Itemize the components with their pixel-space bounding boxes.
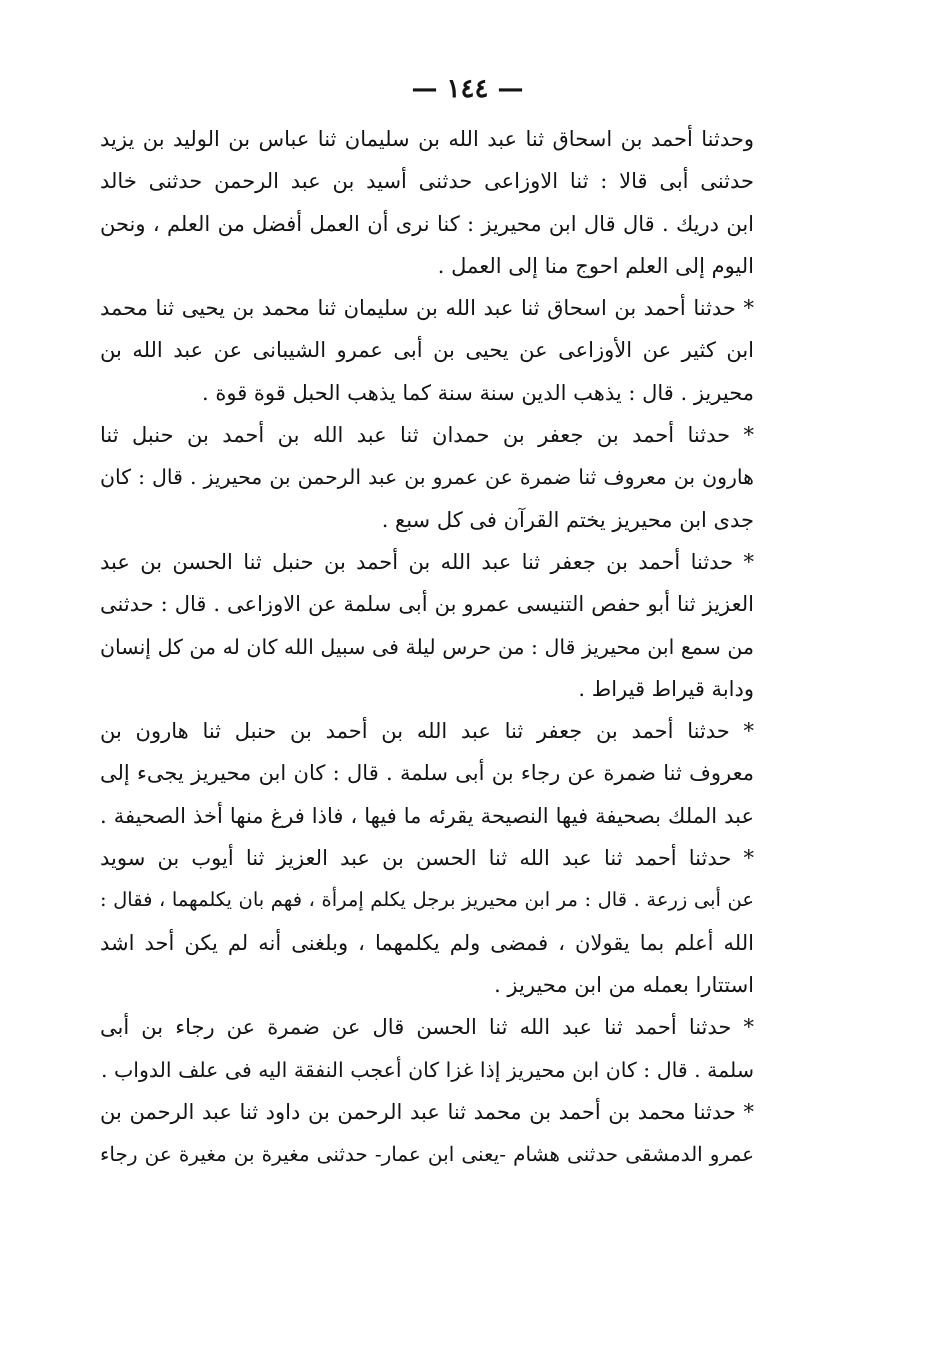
text-line: محيريز . قال : يذهب الدين سنة سنة كما يذهب الحبل قوة قوة . [202,380,754,405]
text-line: * حدثنا أحمد بن جعفر ثنا عبد الله بن أحمد بن حنبل ثنا هارون بن [100,719,754,744]
text-line: استتارا بعمله من ابن محيريز . [494,972,754,997]
text-line: عبد الملك بصحيفة فيها النصيحة يقرئه ما فيها ، فاذا فرغ منها أخذ الصحيفة . [100,803,754,828]
text-line: عن أبى زرعة . قال : مر ابن محيريز برجل يكلم إمرأة ، فهم بان يكلمهما ، فقال : [100,888,754,912]
text-line: عمرو الدمشقى حدثنى هشام -يعنى ابن عمار- حدثنى مغيرة بن مغيرة عن رجاء [100,1142,754,1167]
text-line: * حدثنا أحمد ثنا عبد الله ثنا الحسن بن عبد العزيز ثنا أيوب بن سويد [100,846,754,871]
text-line: اليوم إلى العلم احوج منا إلى العمل . [437,253,754,278]
text-line: ودابة قيراط قيراط . [578,676,754,701]
text-line: سلمة . قال : كان ابن محيريز إذا غزا كان أعجب النفقة اليه فى علف الدواب . [100,1057,754,1082]
text-line: * حدثنا أحمد بن اسحاق ثنا عبد الله بن سليمان ثنا محمد بن يحيى ثنا محمد [100,296,754,321]
text-line: العزيز ثنا أبو حفص التنيسى عمرو بن أبى سلمة عن الاوزاعى . قال : حدثنى [100,592,754,617]
text-line: ابن دريك . قال قال ابن محيريز : كنا نرى أن العمل أفضل من العلم ، ونحن [100,211,754,236]
body-text [100,118,754,1175]
text-line: هارون بن معروف ثنا ضمرة عن عمرو بن عبد الرحمن بن محيريز . قال : كان [100,465,754,490]
text-line: وحدثنا أحمد بن اسحاق ثنا عبد الله بن سليمان ثنا عباس بن الوليد بن يزيد [100,127,754,151]
text-line: * حدثنا أحمد بن جعفر ثنا عبد الله بن أحمد بن حنبل ثنا الحسن بن عبد [100,549,754,574]
text-line: * حدثنا محمد بن أحمد بن محمد ثنا عبد الرحمن بن داود ثنا عبد الرحمن بن [100,1099,754,1124]
text-line: الله أعلم بما يقولان ، فمضى ولم يكلمهما ، وبلغنى أنه لم يكن أحد اشد [100,930,754,955]
text-line: جدى ابن محيريز يختم القرآن فى كل سبع . [381,507,754,532]
text-line: * حدثنا أحمد بن جعفر بن حمدان ثنا عبد الله بن أحمد بن حنبل ثنا [100,423,754,448]
text-line: معروف ثنا ضمرة عن رجاء بن أبى سلمة . قال : كان ابن محيريز يجىء إلى [100,761,754,786]
page-number: — ١٤٤ — [411,74,524,104]
text-line: * حدثنا أحمد ثنا عبد الله ثنا الحسن قال عن ضمرة عن رجاء بن أبى [100,1015,754,1040]
text-line: من سمع ابن محيريز قال : من حرس ليلة فى سبيل الله كان له من كل إنسان [100,634,754,659]
text-line: حدثنى أبى قالا : ثنا الاوزاعى حدثنى أسيد بن عبد الرحمن حدثنى خالد [100,169,754,194]
text-line: ابن كثير عن الأوزاعى عن يحيى بن أبى عمرو الشيبانى عن عبد الله بن [100,338,754,363]
